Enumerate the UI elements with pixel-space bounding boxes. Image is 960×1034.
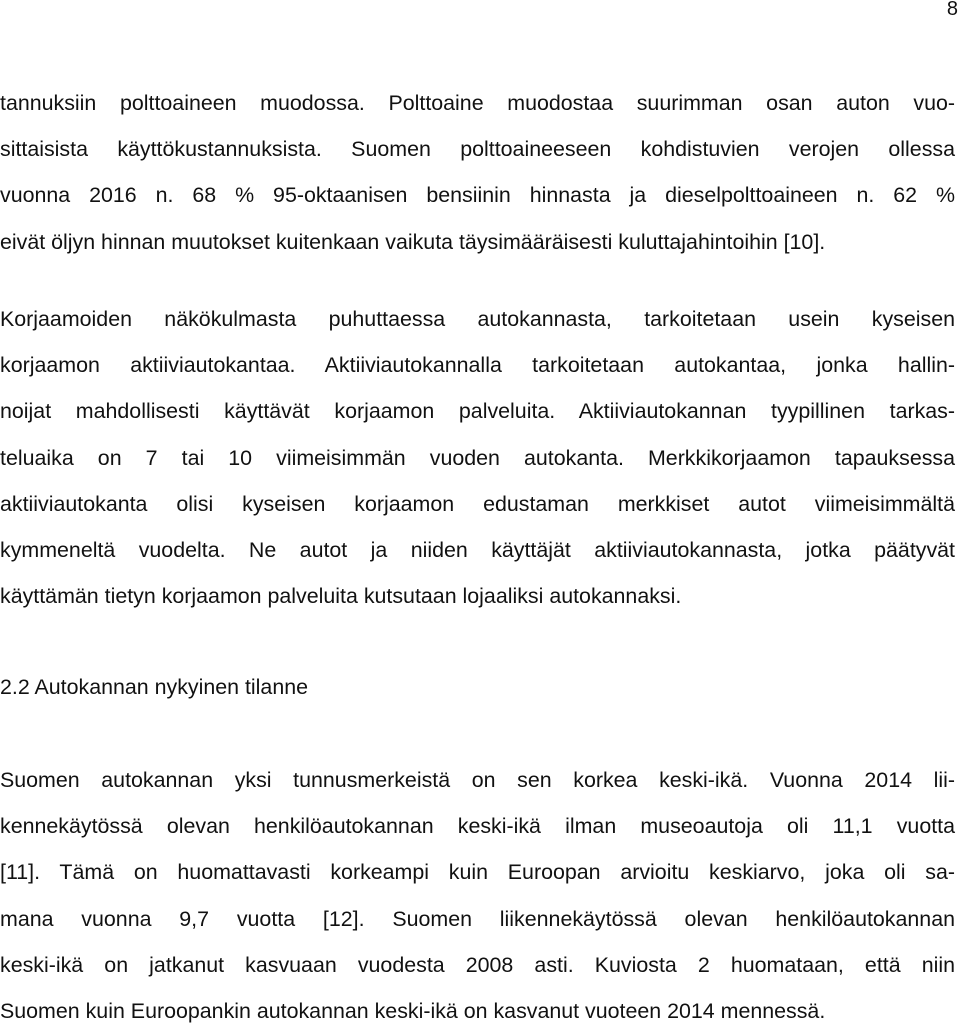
text-line: korjaamon aktiiviautokantaa. Aktiiviautokannalla tarkoitetaan autokantaa, jonka hallin- [0, 353, 955, 378]
text-line: sittaisista käyttökustannuksista. Suomen polttoaineeseen kohdistuvien verojen ollessa [0, 137, 955, 162]
text-line: noijat mahdollisesti käyttävät korjaamon palveluita. Aktiiviautokannan tyypillinen tarkas- [0, 399, 955, 424]
text-line: kymmeneltä vuodelta. Ne autot ja niiden käyttäjät aktiiviautokannasta, jotka päätyvät [0, 538, 955, 563]
text-line: keski-ikä on jatkanut kasvuaan vuodesta 2008 asti. Kuviosta 2 huomataan, että niin [0, 952, 955, 977]
text-line: vuonna 2016 n. 68 % 95-oktaanisen bensiinin hinnasta ja dieselpolttoaineen n. 62 % [0, 183, 955, 208]
text-line: Korjaamoiden näkökulmasta puhuttaessa autokannasta, tarkoitetaan usein kyseisen [0, 307, 955, 331]
paragraph-active-car-fleet [0, 296, 955, 619]
text-line: käyttämän tietyn korjaamon palveluita kutsutaan lojaaliksi autokannaksi. [0, 584, 682, 609]
text-line: teluaika on 7 tai 10 viimeisimmän vuoden autokanta. Merkkikorjaamon tapauksessa [0, 445, 955, 470]
text-line: tannuksiin polttoaineen muodossa. Polttoaine muodostaa suurimman osan auton vuo- [0, 91, 955, 115]
text-line: kennekäytössä olevan henkilöautokannan keski-ikä ilman museoautoja oli 11,1 vuotta [0, 814, 955, 839]
text-line: aktiiviautokanta olisi kyseisen korjaamon edustaman merkkiset autot viimeisimmältä [0, 491, 955, 516]
paragraph-fleet-age [0, 757, 955, 1034]
text-line: eivät öljyn hinnan muutokset kuitenkaan vaikuta täysimääräisesti kuluttajahintoihin [10]. [0, 229, 826, 254]
text-line: [11]. Tämä on huomattavasti korkeampi kuin Euroopan arvioitu keskiarvo, joka oli sa- [0, 860, 955, 885]
text-line: Suomen kuin Euroopankin autokannan keski-ikä on kasvanut vuoteen 2014 mennessä. [0, 999, 826, 1024]
section-heading: 2.2 Autokannan nykyinen tilanne [0, 675, 309, 699]
paragraph-fuel-costs [0, 80, 955, 265]
text-line: mana vuonna 9,7 vuotta [12]. Suomen liikennekäytössä olevan henkilöautokannan [0, 906, 955, 931]
page-number: 8 [946, 0, 958, 20]
text-line: Suomen autokannan yksi tunnusmerkeistä on sen korkea keski-ikä. Vuonna 2014 lii- [0, 768, 955, 792]
